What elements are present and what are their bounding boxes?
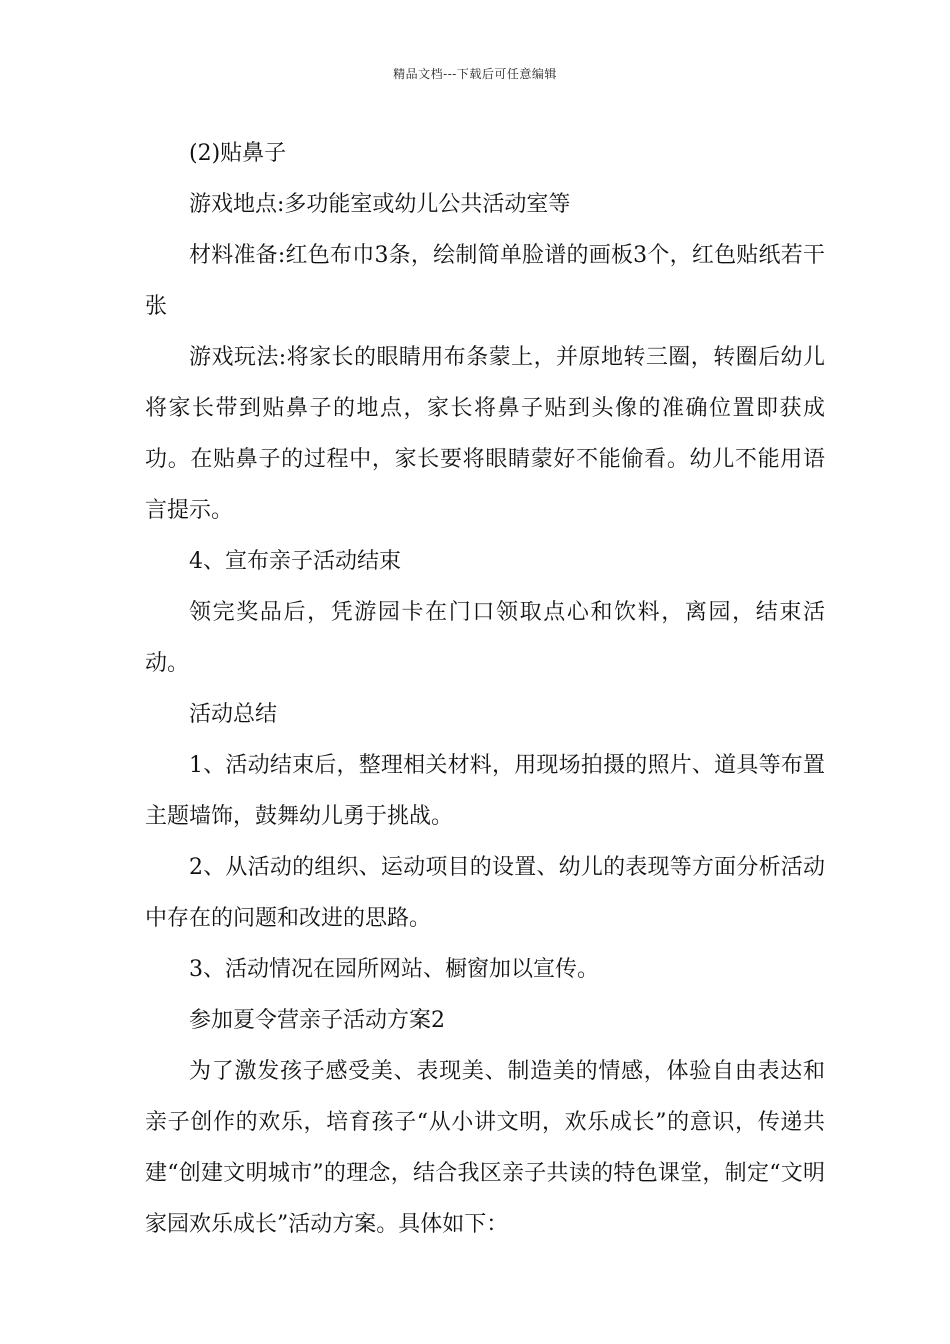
closing-paragraph: 领完奖品后，凭游园卡在门口领取点心和饮料，离园，结束活动。 (145, 600, 825, 676)
step-4-heading: 4、宣布亲子活动结束 (189, 549, 401, 574)
summary-item-3: 3、活动情况在园所网站、橱窗加以宣传。 (189, 957, 599, 982)
document-body (145, 128, 825, 1250)
game-location-paragraph: 游戏地点:多功能室或幼儿公共活动室等 (189, 192, 571, 217)
summary-item-2: 2、从活动的组织、运动项目的设置、幼儿的表现等方面分析活动中存在的问题和改进的思路。 (145, 855, 825, 931)
page-header: 精品文档---下载后可任意编辑 (393, 67, 557, 81)
section-heading-paste-nose: (2)贴鼻子 (189, 141, 287, 166)
plan-2-intro-paragraph: 为了激发孩子感受美、表现美、制造美的情感，体验自由表达和亲子创作的欢乐，培育孩子“从小讲文明，欢乐成长”的意识，传递共建“创建文明城市”的理念，结合我区亲子共读的特色课堂，制定“文明家园欢乐成长”活动方案。具体如下： (145, 1059, 825, 1237)
materials-paragraph: 材料准备:红色布巾3条，绘制简单脸谱的画板3个，红色贴纸若干张 (145, 243, 825, 319)
gameplay-paragraph: 游戏玩法:将家长的眼睛用布条蒙上，并原地转三圈，转圈后幼儿将家长带到贴鼻子的地点，家长将鼻子贴到头像的准确位置即获成功。在贴鼻子的过程中，家长要将眼睛蒙好不能偷看。幼儿不能用语言提示。 (145, 345, 825, 523)
summary-heading: 活动总结 (189, 702, 278, 727)
plan-2-title: 参加夏令营亲子活动方案2 (189, 1008, 445, 1033)
summary-item-1: 1、活动结束后，整理相关材料，用现场拍摄的照片、道具等布置主题墙饰，鼓舞幼儿勇于挑战。 (145, 753, 825, 829)
